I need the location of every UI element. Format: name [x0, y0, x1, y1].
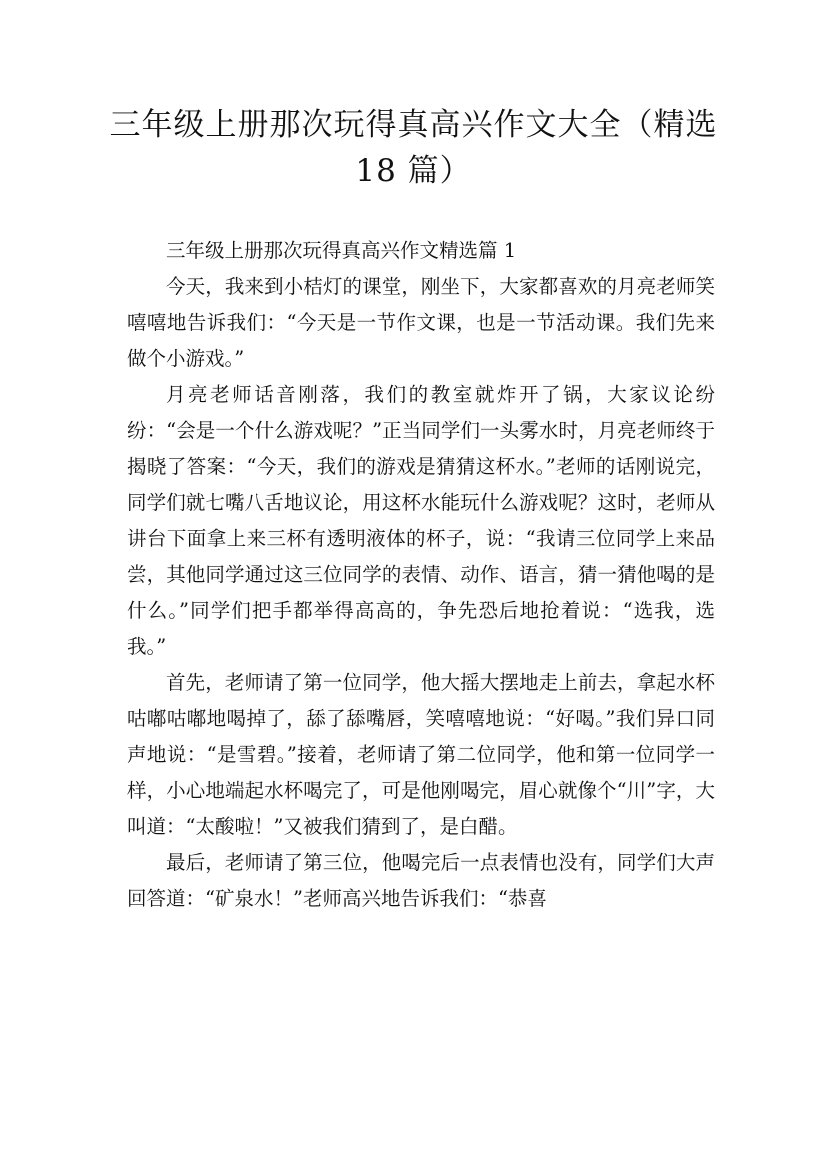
- section-heading: 三年级上册那次玩得真高兴作文精选篇 1: [166, 239, 517, 262]
- paragraph: 最后，老师请了第三位，他喝完后一点表情也没有，同学们大声回答道：“矿泉水！”老师高兴地告诉我们：“恭喜: [127, 851, 715, 910]
- paragraph: 首先，老师请了第一位同学，他大摇大摆地走上前去，拿起水杯咕嘟咕嘟地喝掉了，舔了舔嘴唇，笑嘻嘻地说：“好喝。”我们异口同声地说：“是雪碧。”接着，老师请了第二位同学，他和第一位同学一样，小心地端起水杯喝完了，可是他刚喝完，眉心就像个“川”字，大叫道：“太酸啦！”又被我们猜到了，是白醋。: [127, 671, 715, 838]
- title-line-2: 18 篇）: [355, 153, 472, 189]
- title-line-1: 三年级上册那次玩得真高兴作文大全（精选: [109, 107, 718, 143]
- paragraph: 月亮老师话音刚落，我们的教室就炸开了锅，大家议论纷纷：“会是一个什么游戏呢？”正当同学们一头雾水时，月亮老师终于揭晓了答案：“今天，我们的游戏是猜猜这杯水。”老师的话刚说完，同学们就七嘴八舌地议论，用这杯水能玩什么游戏呢？这时，老师从讲台下面拿上来三杯有透明液体的杯子，说：“我请三位同学上来品尝，其他同学通过这三位同学的表情、动作、语言，猜一猜他喝的是什么。”同学们把手都举得高高的，争先恐后地抢着说：“选我，选我。”: [127, 383, 715, 658]
- document-body: [127, 233, 715, 917]
- paragraph: 今天，我来到小桔灯的课堂，刚坐下，大家都喜欢的月亮老师笑嘻嘻地告诉我们：“今天是一节作文课，也是一节活动课。我们先来做个小游戏。”: [127, 275, 715, 370]
- document-title: [100, 102, 727, 194]
